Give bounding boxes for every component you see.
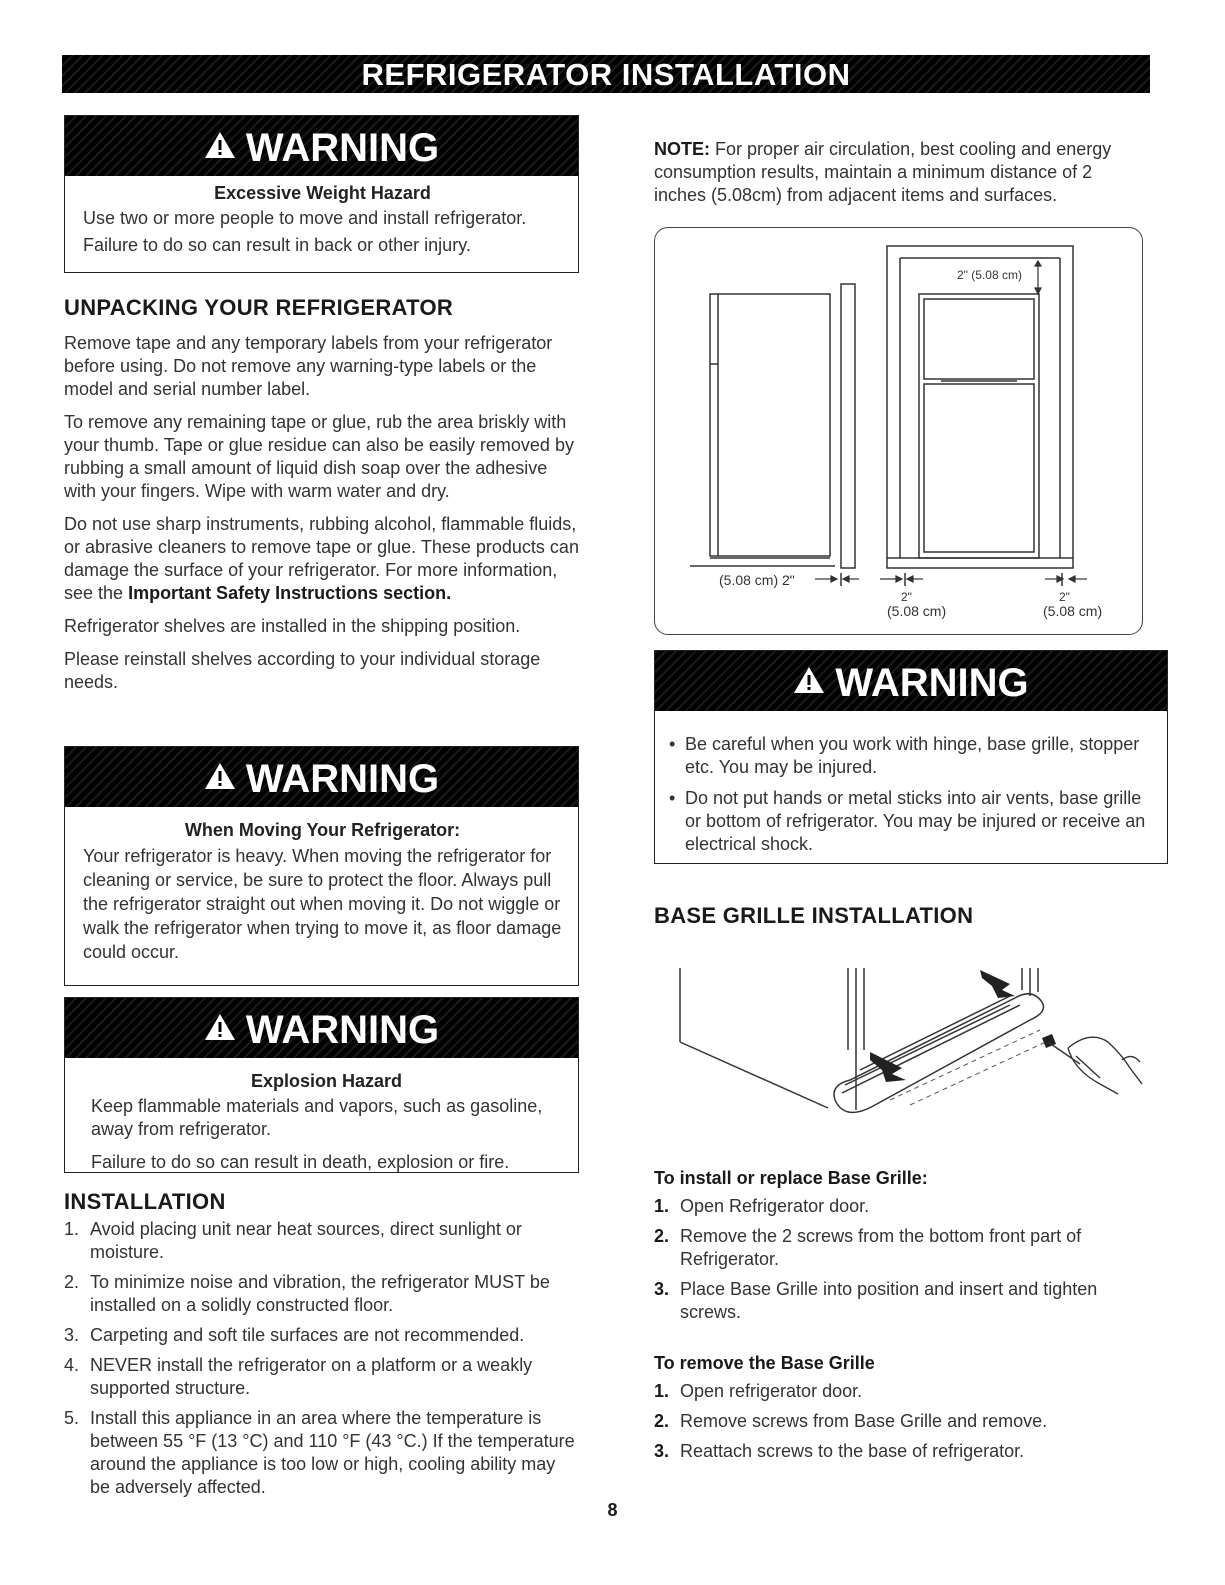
warning-triangle-icon [793,649,825,713]
list-item [654,1225,1154,1271]
section-heading-unpacking: UNPACKING YOUR REFRIGERATOR [64,295,454,320]
warning-triangle-icon [204,745,236,809]
list-item [64,1324,579,1347]
base-grille-illustration [670,960,1150,1150]
list-item [64,1218,579,1264]
warning-box-moving [64,746,579,986]
list-item-text: Install this appliance in an area where the temperature is between 55 °F (13 °C) and 110 °F (43 °C.) If the temperature around the appliance is too low or high, cooling ability may be adversely affected. [90,1408,575,1497]
list-item-number: 2. [64,1272,80,1292]
paragraph: Please reinstall shelves according to your individual storage needs. [64,649,541,692]
list-item-number: 1. [654,1381,670,1401]
clearance-side-label: (5.08 cm) 2" [719,572,795,588]
warning-box-hinge [654,650,1168,864]
warning-title: WARNING [245,757,440,801]
warning-title: WARNING [245,126,440,170]
list-item-text: Place Base Grille into position and insert and tighten screws. [680,1279,1098,1322]
clearance-right-cm: (5.08 cm) [1043,603,1103,619]
list-item-text: Avoid placing unit near heat sources, direct sunlight or moisture. [90,1219,522,1262]
warning-text: Failure to do so can result in death, explosion or fire. [91,1152,510,1172]
clearance-left-cm: (5.08 cm) [887,603,947,619]
warning-triangle-icon [204,996,236,1060]
list-item [64,1271,579,1317]
list-item-number: 2. [654,1411,670,1431]
list-item-number: 5. [64,1408,80,1428]
list-item-number: 1. [654,1196,670,1216]
paragraph: To remove any remaining tape or glue, rub the area briskly with your thumb. Tape or glue residue can also be easily removed by rubbing a small amount of liquid dish soap over the adhesive with your fingers. Wipe with warm water and dry. [64,412,574,501]
warning-text: Failure to do so can result in back or other injury. [83,235,471,255]
paragraph: Remove tape and any temporary labels from your refrigerator before using. Do not remove any warning-type labels or the model and serial number label. [64,333,553,399]
warning-text: Use two or more people to move and install refrigerator. [83,208,527,228]
warning-bullet: • Do not put hands or metal sticks into air vents, base grille or bottom of refrigerator. You may be injured or receive an electrical shock. [665,787,1149,856]
list-item-text: Carpeting and soft tile surfaces are not recommended. [90,1325,525,1345]
page-number: 8 [607,1500,618,1520]
paragraph: Refrigerator shelves are installed in the shipping position. [64,616,521,636]
warning-subtitle: When Moving Your Refrigerator: [184,820,461,840]
section-heading-installation: INSTALLATION [64,1189,226,1214]
list-item [654,1380,1154,1403]
base-grille-drawing [670,960,1150,1150]
list-item-number: 2. [654,1226,670,1246]
warning-header [65,116,578,176]
list-item-text: Remove the 2 screws from the bottom front part of Refrigerator. [680,1226,1082,1269]
warning-header [655,651,1167,711]
safety-instructions-reference: Important Safety Instructions section. [128,583,452,603]
list-item [64,1407,579,1499]
page-banner: REFRIGERATOR INSTALLATION [62,55,1150,93]
list-item-number: 4. [64,1355,80,1375]
warning-bullets [655,711,1167,856]
install-grille-steps [654,1195,1154,1331]
list-item-text: To minimize noise and vibration, the refrigerator MUST be installed on a solidly constructed floor. [90,1272,550,1315]
note-body: For proper air circulation, best cooling and energy consumption results, maintain a minimum distance of 2 inches (5.08cm) from adjacent items and surfaces. [654,139,1112,205]
list-item [64,1354,579,1400]
list-item-text: Open refrigerator door. [680,1381,863,1401]
install-grille-heading: To install or replace Base Grille: [654,1168,928,1188]
paragraph: Do not use sharp instruments, rubbing alcohol, flammable fluids, or abrasive cleaners to remove tape or glue. These products can damage the surface of your refrigerator. For more information, see the [64,514,579,603]
warning-title: WARNING [245,1008,440,1052]
remove-grille-heading: To remove the Base Grille [654,1353,875,1373]
warning-header [65,747,578,807]
section-heading-base-grille: BASE GRILLE INSTALLATION [654,903,974,928]
list-item-number: 3. [64,1325,80,1345]
list-item [654,1195,1154,1218]
list-item-text: Remove screws from Base Grille and remove. [680,1411,1048,1431]
warning-text: Keep flammable materials and vapors, such as gasoline, away from refrigerator. [91,1096,543,1139]
list-item-text: Reattach screws to the base of refrigerator. [680,1441,1025,1461]
warning-title: WARNING [835,661,1029,705]
installation-list [64,1218,579,1506]
list-item-number: 3. [654,1441,670,1461]
list-item-text: Open Refrigerator door. [680,1196,870,1216]
warning-subtitle: Explosion Hazard [250,1071,403,1091]
clearance-diagram [654,227,1143,635]
warning-triangle-icon [204,114,236,178]
clearance-top-label: 2" (5.08 cm) [957,268,1022,282]
warning-subtitle: Excessive Weight Hazard [214,183,431,203]
warning-header [65,998,578,1058]
list-item [654,1410,1154,1433]
warning-bullet: • Be careful when you work with hinge, base grille, stopper etc. You may be injured. [665,733,1149,779]
list-item-number: 3. [654,1279,670,1299]
list-item [654,1278,1154,1324]
clearance-left-inch: 2" [901,590,912,604]
list-item [654,1440,1154,1463]
warning-box-weight [64,115,579,273]
remove-grille-steps [654,1380,1154,1470]
note-label: NOTE: [654,139,710,159]
clearance-right-inch: 2" [1059,590,1070,604]
list-item-number: 1. [64,1219,80,1239]
warning-text: Your refrigerator is heavy. When moving the refrigerator for cleaning or service, be sure to protect the floor. Always pull the refrigerator straight out when moving it. Do not wiggle or walk the refrigerator when trying to move it, as floor damage could occur. [83,846,562,962]
note-text [654,138,1149,207]
warning-box-explosion [64,997,579,1173]
list-item-text: NEVER install the refrigerator on a platform or a weakly supported structure. [90,1355,533,1398]
